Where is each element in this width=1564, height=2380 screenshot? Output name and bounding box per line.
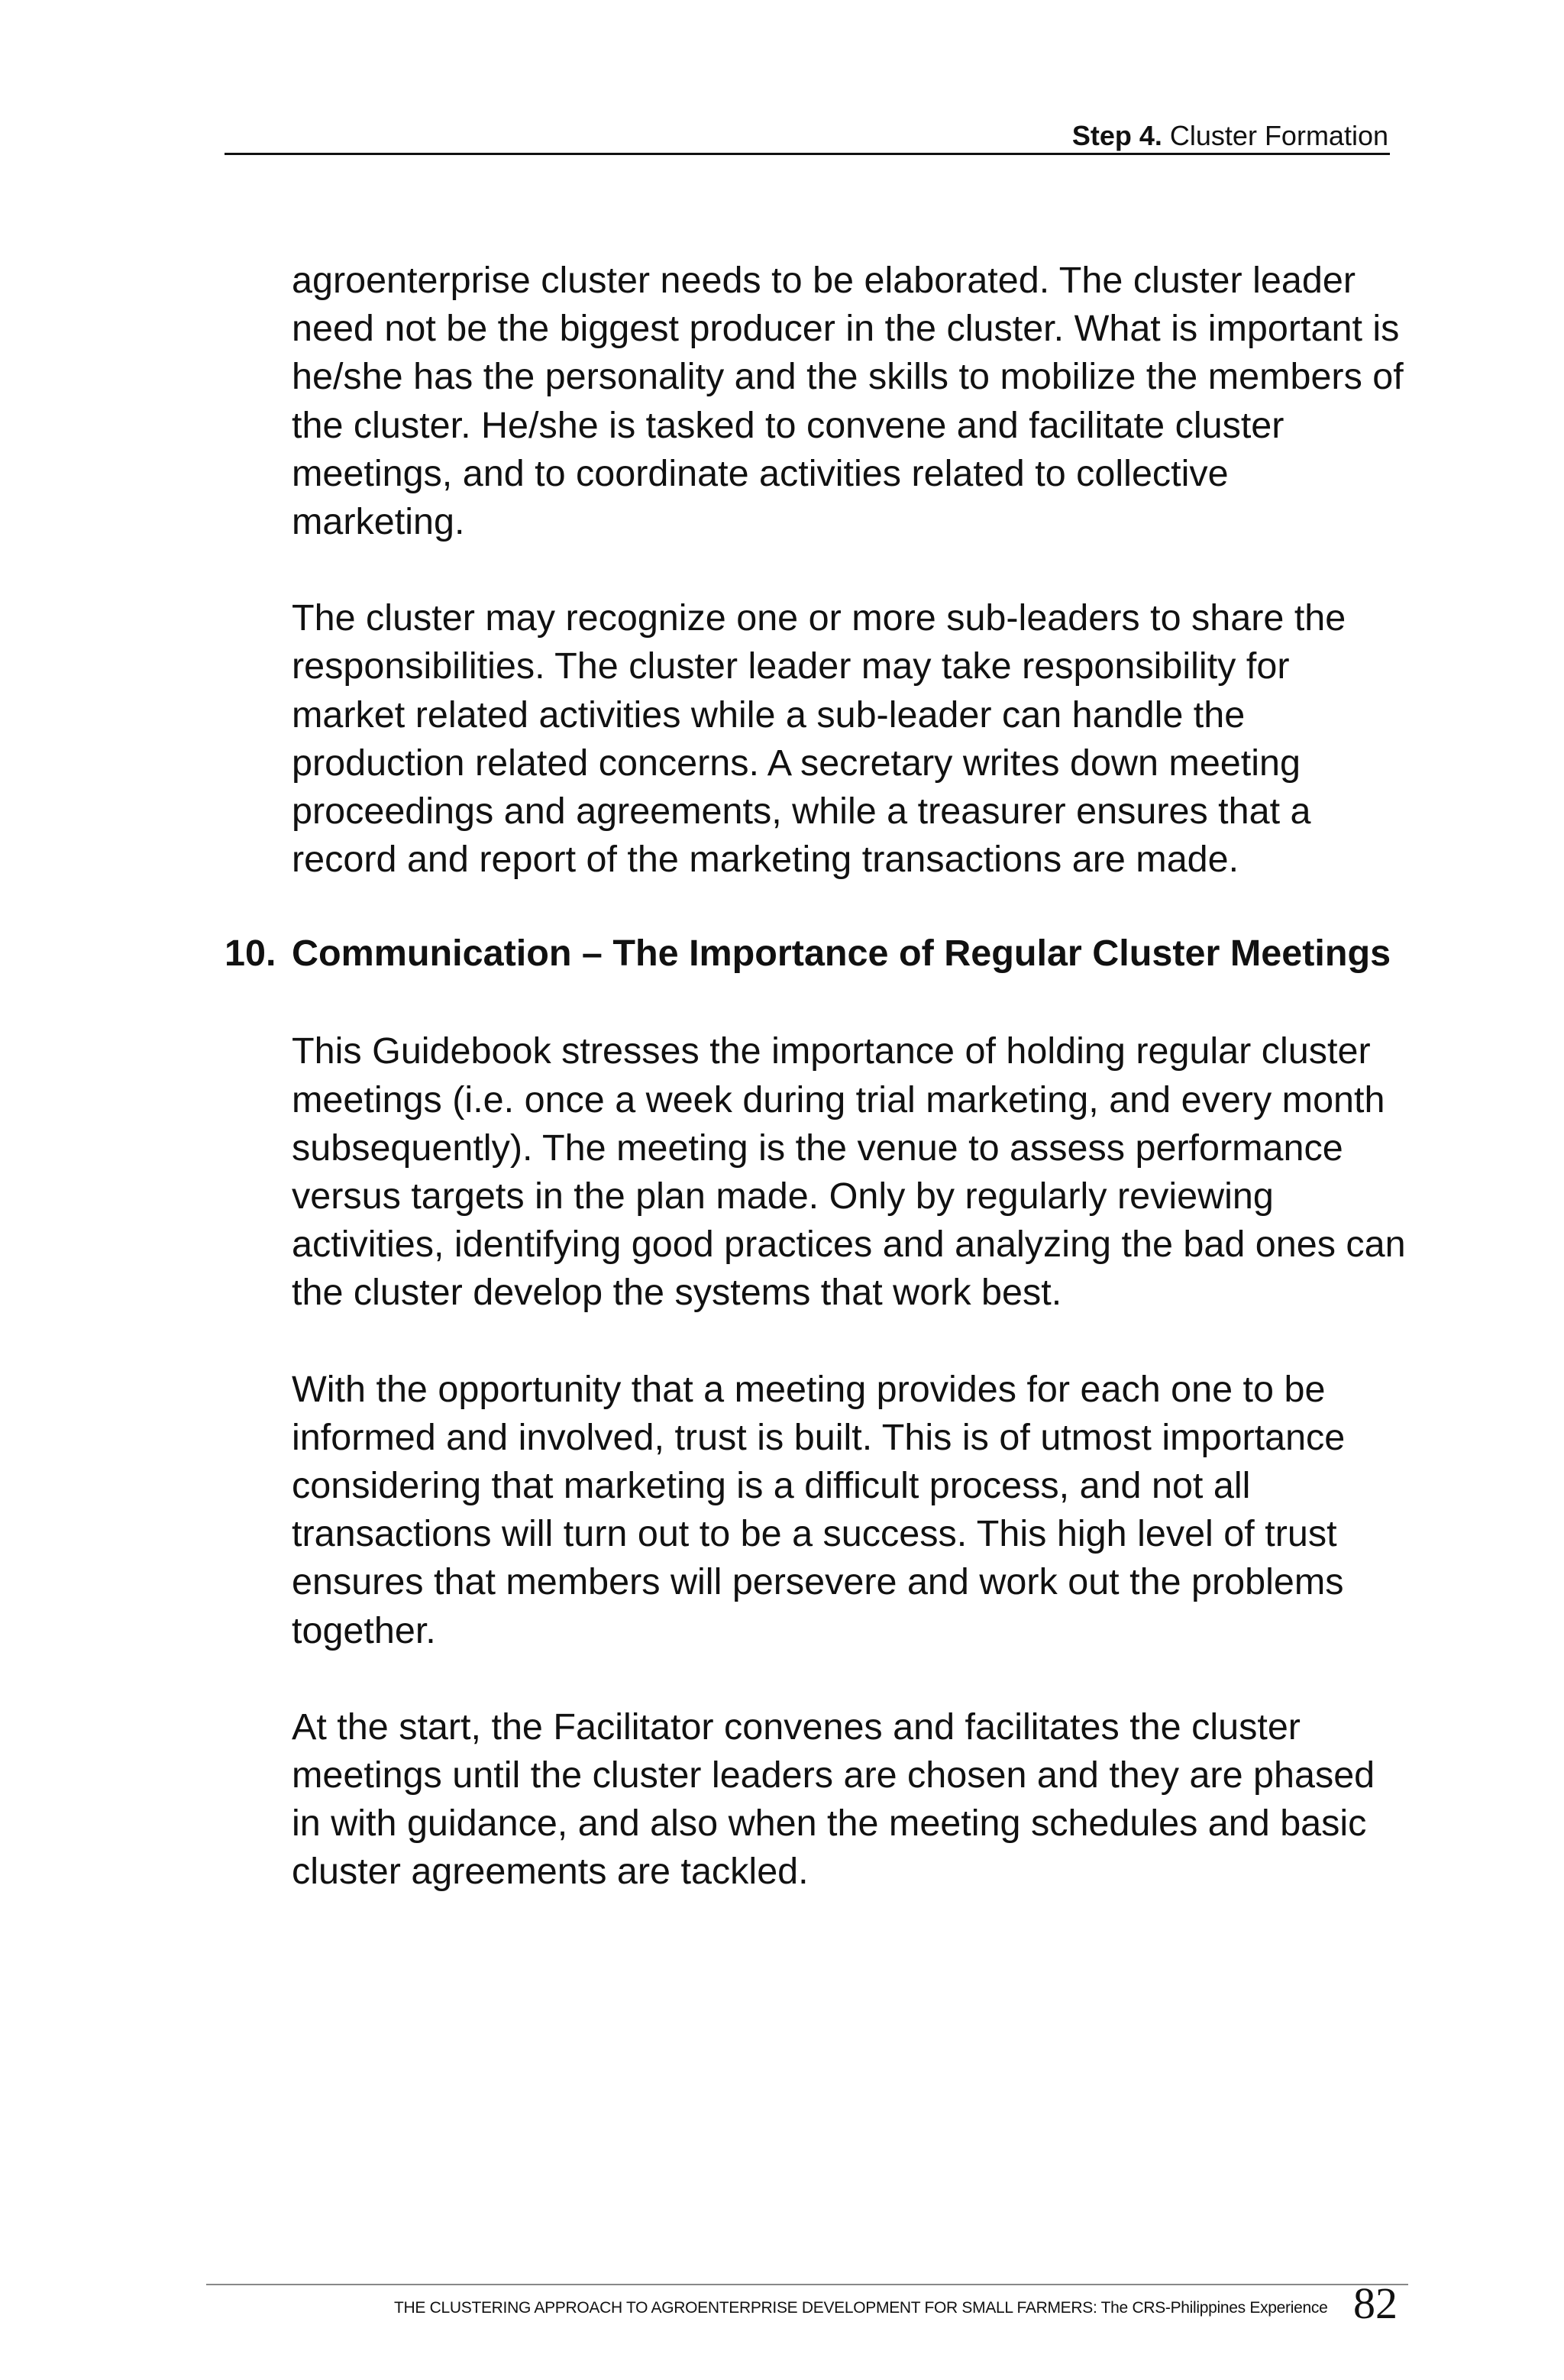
header-rule	[225, 153, 1390, 155]
page-body	[225, 257, 1407, 1945]
body-paragraph: The cluster may recognize one or more sub-leaders to share the responsibilities. The cluster leader may take responsibility for market related activities while a sub-leader can handle the production related concerns. A secretary writes down meeting proceedings and agreements, while a treasurer ensures that a record and report of the marketing transactions are made.	[292, 597, 1346, 881]
body-paragraph: agroenterprise cluster needs to be elaborated. The cluster leader need not be the biggest producer in the cluster. What is important is he/she has the personality and the skills to mobilize the members of the cluster. He/she is tasked to convene and facilitate cluster meetings, and to coordinate activities related to collective marketing.	[292, 260, 1404, 543]
body-paragraph: At the start, the Facilitator convenes and facilitates the cluster meetings until the cluster leaders are chosen and they are phased in with guidance, and also when the meeting schedules and basic cluster agreements are tackled.	[292, 1706, 1375, 1893]
body-paragraph: With the opportunity that a meeting provides for each one to be informed and involved, trust is built. This is of utmost importance considering that marketing is a difficult process, and not all transactions will turn out to be a success. This high level of trust ensures that members will persevere and work out the problems together.	[292, 1368, 1346, 1651]
footer-rule	[206, 2284, 1408, 2285]
header-section-title: Cluster Formation	[1169, 120, 1388, 151]
section-heading	[225, 930, 1407, 978]
page-number: 82	[1353, 2278, 1398, 2328]
header-step-label: Step 4.	[1071, 120, 1162, 151]
section-number: 10.	[225, 933, 276, 975]
footer-book-title: THE CLUSTERING APPROACH TO AGROENTERPRISE DEVELOPMENT FOR SMALL FARMERS: The CRS-Philippines Experience	[394, 2299, 1328, 2317]
body-paragraph: This Guidebook stresses the importance of holding regular cluster meetings (i.e. once a week during trial marketing, and every month subsequently). The meeting is the venue to assess performance versus targets in the plan made. Only by regularly reviewing activities, identifying good practices and analyzing the bad ones can the cluster develop the systems that work best.	[292, 1030, 1406, 1314]
section-title: Communication – The Importance of Regular Cluster Meetings	[292, 933, 1391, 975]
running-header	[1072, 121, 1388, 151]
